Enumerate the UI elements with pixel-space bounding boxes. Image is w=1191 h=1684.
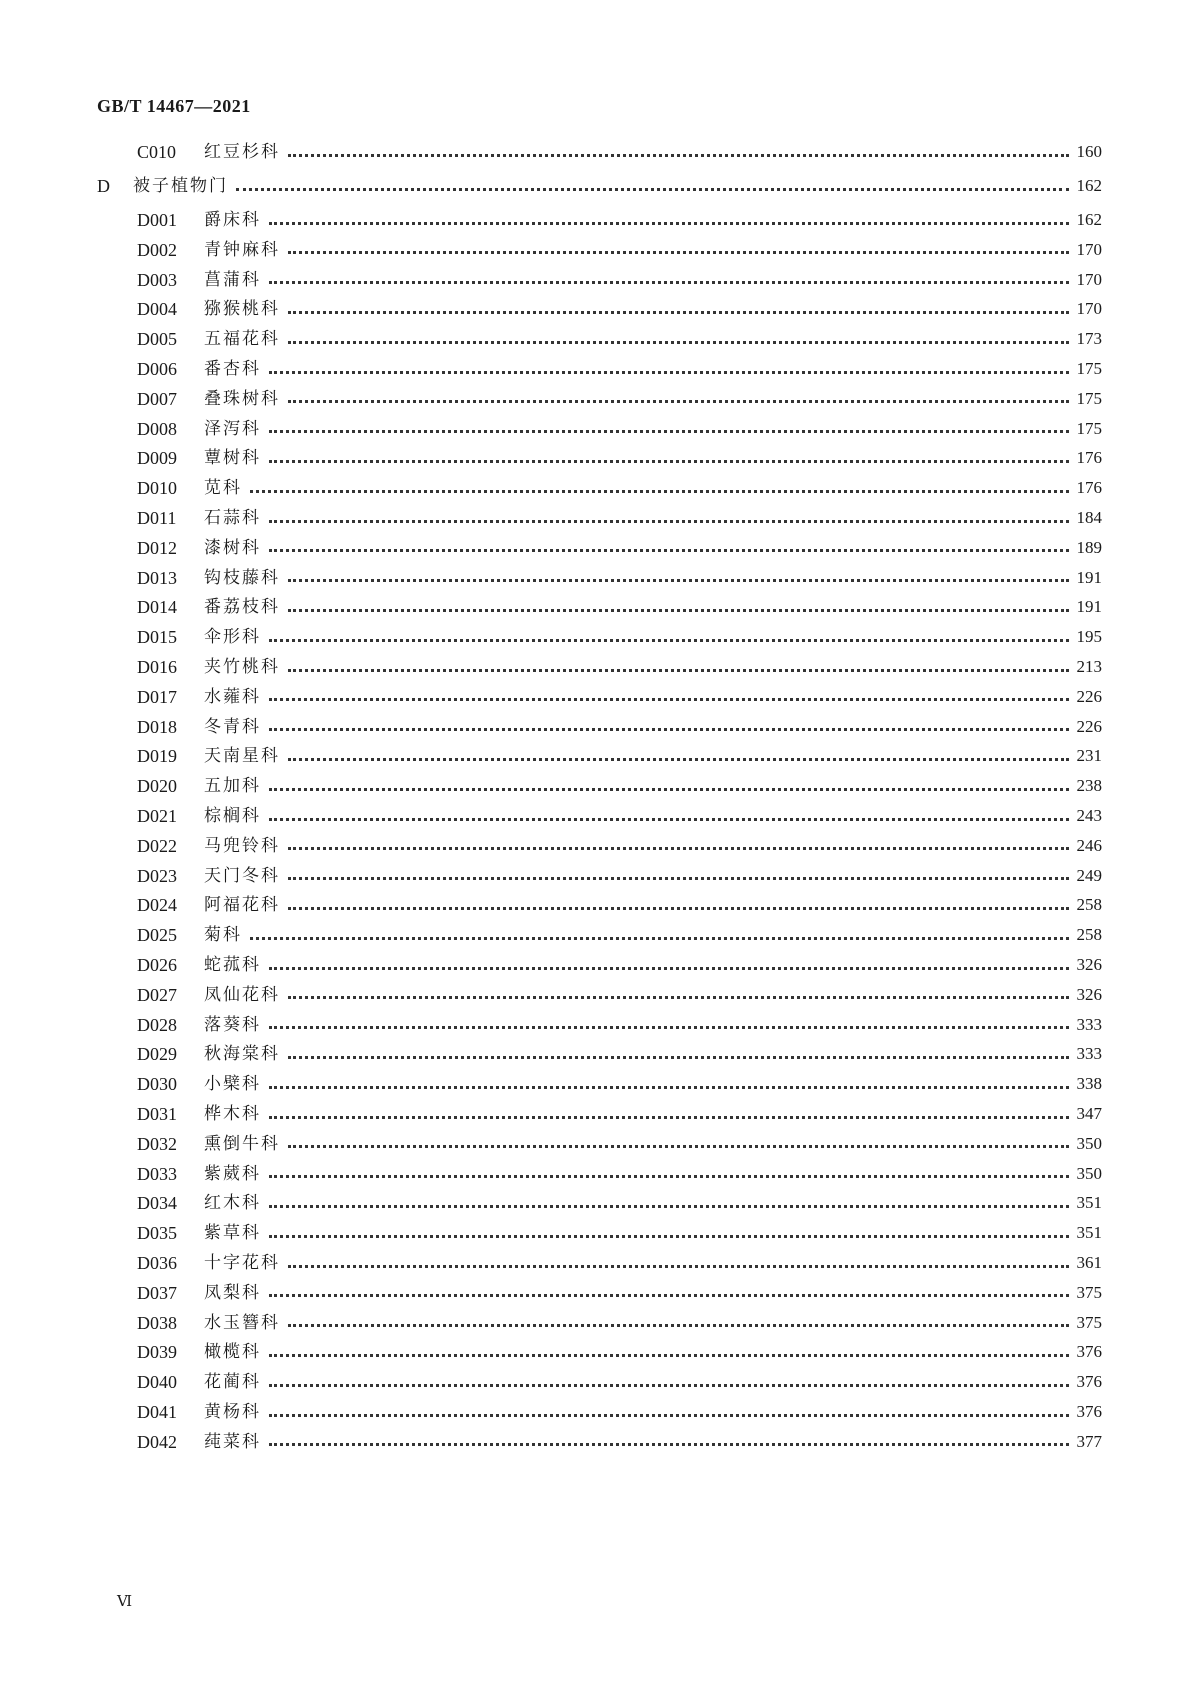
toc-entry-code: D020 (137, 776, 177, 797)
toc-entry-page-number: 333 (1076, 1044, 1102, 1064)
dot-leader (269, 371, 1069, 374)
dot-leader (288, 609, 1069, 612)
dot-leader (236, 188, 1069, 191)
toc-entry-code: D008 (137, 418, 177, 439)
toc-entry-page-number: 377 (1076, 1431, 1102, 1451)
dot-leader (269, 549, 1069, 552)
toc-entry-page-number: 160 (1076, 142, 1102, 161)
toc-entry[interactable] (137, 1162, 1102, 1186)
toc-entry[interactable] (137, 208, 1102, 232)
dot-leader (269, 639, 1069, 642)
toc-entry-page-number: 191 (1076, 597, 1102, 617)
toc-entry-title: 苋科 (204, 478, 242, 499)
toc-entry-page-number: 226 (1076, 716, 1102, 736)
toc-entry[interactable] (137, 327, 1102, 351)
toc-entry-code: D013 (137, 567, 177, 588)
dot-leader (288, 1145, 1069, 1148)
toc-entry-code: D023 (137, 865, 177, 886)
toc-entry[interactable] (137, 625, 1102, 649)
toc-entry-page-number: 376 (1076, 1402, 1102, 1421)
dot-leader (269, 430, 1069, 433)
toc-entry[interactable] (137, 595, 1102, 619)
toc-entry-title: 桦木科 (204, 1104, 261, 1124)
toc-entry-page-number: 375 (1076, 1282, 1102, 1302)
toc-entry[interactable] (137, 834, 1102, 858)
toc-entry-page-number: 191 (1076, 567, 1102, 587)
dot-leader (288, 311, 1069, 314)
toc-entry-title: 蛇菰科 (204, 955, 261, 975)
dot-leader (269, 1086, 1069, 1089)
toc-entry-page-number: 350 (1076, 1133, 1102, 1153)
toc-entry[interactable] (137, 140, 1102, 164)
toc-entry-code: D019 (137, 746, 177, 767)
toc-entry[interactable] (137, 893, 1102, 917)
dot-leader (288, 1265, 1069, 1268)
toc-entry[interactable] (137, 744, 1102, 768)
dot-leader (269, 1443, 1069, 1446)
toc-entry[interactable] (137, 774, 1102, 798)
toc-entry-title: 橄榄科 (204, 1342, 261, 1363)
toc-entry-title: 猕猴桃科 (204, 299, 280, 320)
toc-entry-code: D002 (137, 239, 177, 260)
toc-entry-title: 番杏科 (204, 359, 261, 379)
dot-leader (288, 400, 1069, 403)
dot-leader (269, 520, 1069, 523)
dot-leader (269, 222, 1069, 225)
toc-entry[interactable] (137, 1340, 1102, 1364)
toc-entry-code: D007 (137, 388, 177, 409)
toc-entry-code: D011 (137, 508, 177, 528)
toc-entry-title: 天南星科 (204, 746, 280, 767)
toc-entry-code: C010 (137, 142, 177, 162)
toc-entry-page-number: 170 (1076, 269, 1102, 289)
toc-entry-title: 钩枝藤科 (204, 567, 280, 588)
toc-entry-title: 蕈树科 (204, 448, 261, 469)
toc-entry-code: D026 (137, 955, 177, 975)
toc-entry-code: D032 (137, 1133, 177, 1154)
dot-leader (269, 281, 1069, 284)
toc-entry[interactable] (137, 1311, 1102, 1335)
toc-entry[interactable] (137, 1281, 1102, 1305)
toc-entry[interactable] (137, 1430, 1102, 1454)
dot-leader (250, 937, 1069, 940)
toc-entry[interactable] (137, 536, 1102, 560)
dot-leader (288, 251, 1069, 254)
toc-entry-code: D038 (137, 1312, 177, 1333)
dot-leader (269, 1116, 1069, 1119)
toc-entry-page-number: 170 (1076, 299, 1102, 319)
dot-leader (269, 1384, 1069, 1387)
toc-entry[interactable] (137, 983, 1102, 1007)
toc-entry-code: D003 (137, 269, 177, 290)
dot-leader (269, 818, 1069, 821)
toc-entry-title: 熏倒牛科 (204, 1133, 280, 1154)
toc-entry-code: D021 (137, 806, 177, 826)
toc-entry[interactable] (137, 655, 1102, 679)
toc-entry-title: 伞形科 (204, 627, 261, 648)
toc-entry-page-number: 338 (1076, 1074, 1102, 1094)
toc-entry[interactable] (137, 387, 1102, 411)
toc-entry-code: D016 (137, 657, 177, 677)
toc-entry-page-number: 326 (1076, 984, 1102, 1004)
toc-entry-title: 秋海棠科 (204, 1044, 280, 1065)
dot-leader (269, 1026, 1069, 1029)
toc-entry[interactable] (137, 417, 1102, 441)
toc-entry-code: D022 (137, 835, 177, 856)
toc-entry-code: D014 (137, 597, 177, 618)
toc-entry-code: D018 (137, 716, 177, 737)
toc-entry[interactable] (137, 953, 1102, 977)
toc-entry[interactable] (137, 1221, 1102, 1245)
toc-entry-code: D037 (137, 1282, 177, 1303)
dot-leader (288, 579, 1069, 582)
toc-entry-title: 菖蒲科 (204, 269, 261, 290)
toc-entry-title: 红木科 (204, 1193, 261, 1214)
toc-entry-page-number: 162 (1076, 176, 1102, 195)
toc-entry[interactable] (137, 1400, 1102, 1424)
toc-entry-page-number: 195 (1076, 627, 1102, 647)
toc-entry-title: 水蕹科 (204, 686, 261, 707)
dot-leader (269, 1354, 1069, 1357)
toc-entry[interactable] (137, 446, 1102, 470)
toc-entry-code: D028 (137, 1014, 177, 1035)
toc-entry-page-number: 162 (1076, 210, 1102, 229)
dot-leader (288, 758, 1069, 761)
toc-entry[interactable] (137, 268, 1102, 292)
toc-entry-title: 小檗科 (204, 1074, 261, 1095)
toc-entry-code: D027 (137, 984, 177, 1005)
dot-leader (288, 669, 1069, 672)
toc-entry-title: 凤梨科 (204, 1282, 261, 1303)
toc-entry[interactable] (137, 357, 1102, 381)
dot-leader (288, 154, 1069, 157)
toc-entry[interactable] (137, 923, 1102, 947)
dot-leader (288, 996, 1069, 999)
toc-entry-page-number: 175 (1076, 388, 1102, 408)
standard-number-header: GB/T 14467—2021 (97, 96, 251, 116)
toc-entry-code: D012 (137, 537, 177, 558)
toc-entry-page-number: 175 (1076, 359, 1102, 378)
toc-entry-page-number: 347 (1076, 1104, 1102, 1123)
toc-entry-title: 十字花科 (204, 1253, 280, 1273)
toc-entry[interactable] (137, 1132, 1102, 1156)
toc-entry-title: 天门冬科 (204, 865, 280, 886)
toc-entry[interactable] (137, 715, 1102, 739)
toc-entry-code: D006 (137, 359, 177, 379)
toc-entry[interactable] (137, 1013, 1102, 1037)
toc-entry[interactable] (137, 506, 1102, 530)
toc-entry-title: 菊科 (204, 925, 242, 946)
toc-entry[interactable] (137, 1102, 1102, 1126)
toc-entry-code: D001 (137, 210, 177, 230)
toc-entry-page-number: 351 (1076, 1223, 1102, 1243)
toc-entry-title: 棕榈科 (204, 806, 261, 826)
toc-entry-page-number: 258 (1076, 925, 1102, 945)
toc-entry-title: 漆树科 (204, 537, 261, 558)
dot-leader (288, 877, 1069, 880)
toc-entry-page-number: 376 (1076, 1372, 1102, 1392)
toc-entry-title: 五福花科 (204, 329, 280, 350)
toc-entry-page-number: 170 (1076, 239, 1102, 259)
dot-leader (288, 341, 1069, 344)
page-folio: Ⅵ (117, 1594, 133, 1610)
toc-entry[interactable] (137, 1191, 1102, 1215)
toc-entry-title: 番荔枝科 (204, 597, 280, 618)
toc-entry-code: D031 (137, 1104, 177, 1124)
toc-entry-page-number: 376 (1076, 1342, 1102, 1362)
toc-entry-code: D (97, 176, 110, 196)
dot-leader (269, 728, 1069, 731)
dot-leader (269, 788, 1069, 791)
toc-entry-title: 泽泻科 (204, 418, 261, 439)
toc-entry[interactable] (137, 1042, 1102, 1066)
dot-leader (269, 698, 1069, 701)
toc-entry-title: 花蔺科 (204, 1372, 261, 1393)
dot-leader (250, 490, 1069, 493)
toc-entry-title: 夹竹桃科 (204, 657, 280, 677)
toc-entry[interactable] (137, 297, 1102, 321)
dot-leader (288, 907, 1069, 910)
toc-entry-page-number: 189 (1076, 537, 1102, 557)
toc-entry-code: D034 (137, 1193, 177, 1214)
toc-entry-title: 马兜铃科 (204, 835, 280, 856)
toc-entry-title: 阿福花科 (204, 895, 280, 916)
toc-entry-title: 凤仙花科 (204, 984, 280, 1005)
toc-entry-title: 五加科 (204, 776, 261, 797)
toc-entry-page-number: 231 (1076, 746, 1102, 766)
toc-entry-title: 青钟麻科 (204, 239, 280, 260)
toc-entry-code: D009 (137, 448, 177, 469)
toc-entry-page-number: 176 (1076, 448, 1102, 468)
toc-entry[interactable] (137, 864, 1102, 888)
toc-entry-page-number: 243 (1076, 806, 1102, 825)
toc-entry-title: 落葵科 (204, 1014, 261, 1035)
toc-entry-page-number: 176 (1076, 478, 1102, 498)
toc-entry-title: 紫草科 (204, 1223, 261, 1244)
toc-entry-page-number: 258 (1076, 895, 1102, 915)
toc-entry-code: D015 (137, 627, 177, 648)
toc-entry-code: D010 (137, 478, 177, 499)
toc-entry[interactable] (137, 1370, 1102, 1394)
toc-entry-code: D029 (137, 1044, 177, 1065)
toc-entry-code: D025 (137, 925, 177, 946)
dot-leader (269, 967, 1069, 970)
toc-entry-code: D024 (137, 895, 177, 916)
toc-entry-code: D005 (137, 329, 177, 350)
toc-entry[interactable] (97, 174, 1102, 198)
toc-entry-page-number: 249 (1076, 865, 1102, 885)
toc-entry-title: 红豆杉科 (204, 142, 280, 162)
toc-entry[interactable] (137, 804, 1102, 828)
dot-leader (269, 1205, 1069, 1208)
dot-leader (269, 1175, 1069, 1178)
toc-entry[interactable] (137, 1072, 1102, 1096)
dot-leader (288, 847, 1069, 850)
toc-entry-code: D030 (137, 1074, 177, 1095)
toc-entry-code: D039 (137, 1342, 177, 1363)
toc-entry-title: 莼菜科 (204, 1431, 261, 1452)
toc-entry-title: 紫葳科 (204, 1163, 261, 1184)
toc-entry-title: 叠珠树科 (204, 388, 280, 409)
toc-entry-title: 水玉簪科 (204, 1312, 280, 1333)
toc-entry-title: 爵床科 (204, 210, 261, 230)
toc-entry[interactable] (137, 1251, 1102, 1275)
dot-leader (269, 1294, 1069, 1297)
toc-entry-page-number: 246 (1076, 835, 1102, 855)
toc-entry-page-number: 226 (1076, 686, 1102, 706)
toc-entry-title: 冬青科 (204, 716, 261, 737)
toc-entry-code: D042 (137, 1431, 177, 1452)
toc-entry[interactable] (137, 238, 1102, 262)
toc-entry-code: D033 (137, 1163, 177, 1184)
dot-leader (288, 1056, 1069, 1059)
toc-entry-page-number: 175 (1076, 418, 1102, 438)
toc-entry-page-number: 375 (1076, 1312, 1102, 1332)
toc-entry-code: D035 (137, 1223, 177, 1244)
toc-entry-page-number: 238 (1076, 776, 1102, 796)
toc-entry-page-number: 350 (1076, 1163, 1102, 1183)
toc-entry-page-number: 326 (1076, 955, 1102, 974)
toc-entry-page-number: 351 (1076, 1193, 1102, 1213)
toc-entry-code: D036 (137, 1253, 177, 1273)
toc-entry-code: D017 (137, 686, 177, 707)
dot-leader (288, 1324, 1069, 1327)
toc-entry[interactable] (137, 566, 1102, 590)
toc-entry-code: D040 (137, 1372, 177, 1393)
dot-leader (269, 1235, 1069, 1238)
toc-entry-title: 被子植物门 (133, 176, 228, 196)
toc-entry[interactable] (137, 476, 1102, 500)
toc-entry-page-number: 173 (1076, 329, 1102, 349)
toc-entry-page-number: 361 (1076, 1253, 1102, 1272)
toc-entry-title: 石蒜科 (204, 508, 261, 528)
toc-entry-page-number: 184 (1076, 508, 1102, 527)
dot-leader (269, 1414, 1069, 1417)
toc-entry-page-number: 333 (1076, 1014, 1102, 1034)
dot-leader (269, 460, 1069, 463)
toc-entry-title: 黄杨科 (204, 1402, 261, 1422)
toc-entry-code: D041 (137, 1402, 177, 1422)
toc-entry-code: D004 (137, 299, 177, 320)
toc-entry-page-number: 213 (1076, 657, 1102, 676)
toc-entry[interactable] (137, 685, 1102, 709)
